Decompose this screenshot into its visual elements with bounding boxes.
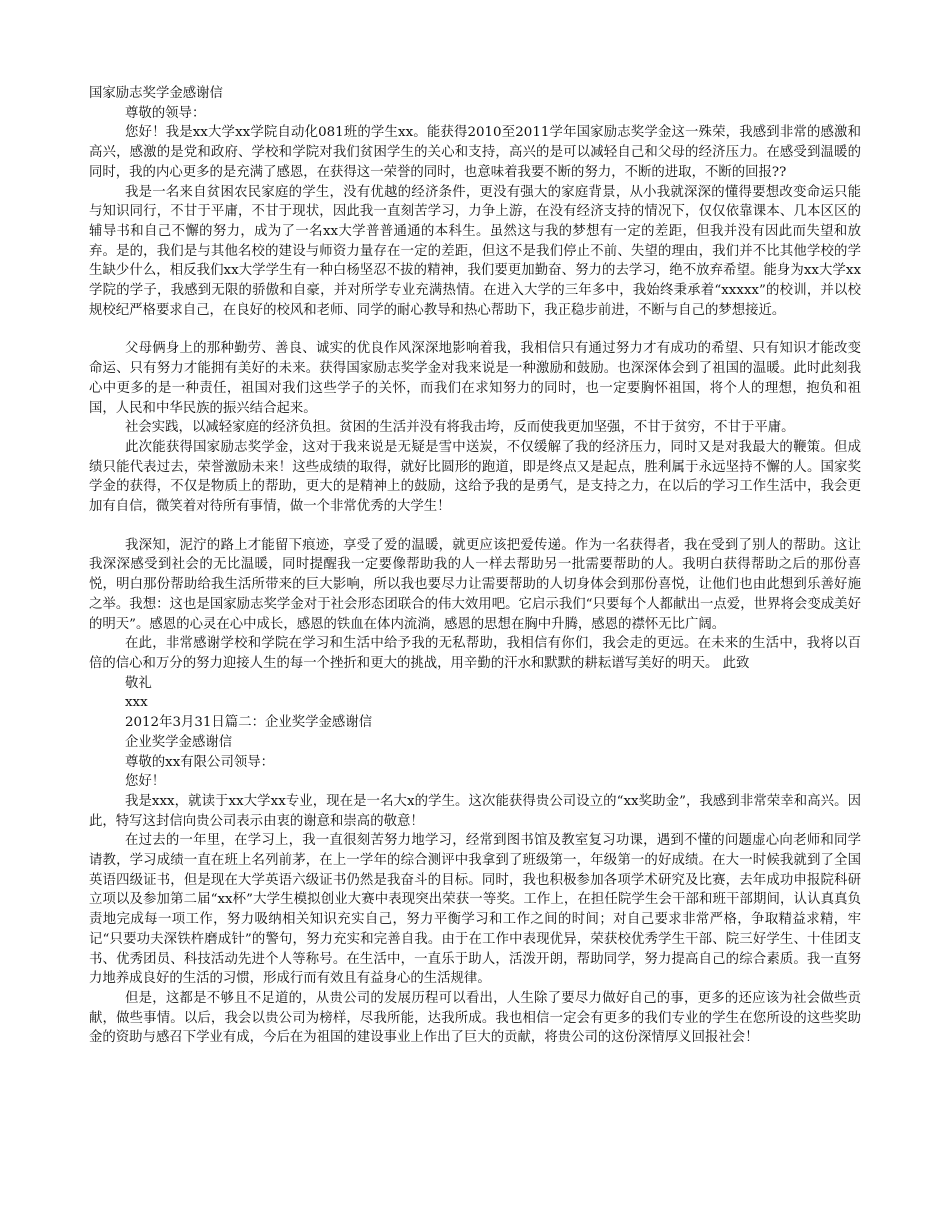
paragraph-5: 此次能获得国家励志奖学金，这对于我来说是无疑是雪中送炭，不仅缓解了我的经济压力，同时又是对我最大的鞭策。但成绩只能代表过去，荣誉激励未来！这些成绩的取得，就好比圆形的跑道，即是终点又是起点，胜利属于永远坚持不懈的人。国家奖学金的获得，不仅是物质上的帮助，更大的是精神上的鼓励，这给予我的是勇气，是支持之力，在以后的学习工作生活中，我会更加有自信，微笑着对待所有事情，做一个非常优秀的大学生！ [89,439,861,515]
salutation: 尊敬的领导： [125,105,206,121]
date-line: 2012年3月31日篇二：企业奖学金感谢信 [125,715,373,731]
section-title-2: 企业奖学金感谢信 [125,734,233,750]
paragraph-2-3: 但是，这都是不够且不足道的，从贵公司的发展历程可以看出，人生除了要尽力做好自己的事，更多的还应该为社会做些贡献，做些事情。以后，我会以贵公司为榜样，尽我所能，达我所成。我也相信一定会有更多的我们专业的学生在您所设的这些奖助金的资助与感召下学业有成，今后在为祖国的建设事业上作出了巨大的贡献，将贵公司的这份深情厚义回报社会！ [89,990,861,1046]
paragraph-4: 社会实践，以减轻家庭的经济负担。贫困的生活并没有将我击垮，反而使我更加坚强，不甘于贫穷，不甘于平庸。 [125,420,795,436]
paragraph-2-1: 我是xxx，就读于xx大学xx专业，现在是一名大x的学生。这次能获得贵公司设立的“xx奖助金”，我感到非常荣幸和高兴。因此，特写这封信向贵公司表示由衷的谢意和崇高的敬意！ [89,793,861,829]
document-title: 国家励志奖学金感谢信 [89,86,223,101]
signature: xxx [125,695,148,711]
letter-document [89,84,861,1048]
closing: 敬礼 [125,675,152,691]
paragraph-1: 您好！我是xx大学xx学院自动化081班的学生xx。能获得2010至2011学年国家励志奖学金这一殊荣，我感到非常的感激和高兴，感激的是党和政府、学校和学院对我们贫困学生的关心和支持，高兴的是可以减轻自己和父母的经济压力。在感受到温暖的同时，我的内心更多的是充满了感恩，在获得这一荣誉的同时，也意味着我要不断的努力，不断的进取，不断的回报?? [89,125,861,180]
paragraph-6: 我深知，泥泞的路上才能留下痕迹，享受了爱的温暖，就更应该把爱传递。作为一名获得者，我在受到了别人的帮助。这让我深深感受到社会的无比温暖，同时提醒我一定要像帮助我的人一样去帮助另一批需要帮助的人。我明白获得帮助之后的那份喜悦，明白那份帮助给我生活所带来的巨大影响，所以我也要尽力让需要帮助的人切身体会到那份喜悦，让他们也由此想到乐善好施之举。我想：这也是国家励志奖学金对于社会形态团联合的伟大效用吧。它启示我们“只要每个人都献出一点爱，世界将会变成美好的明天”。感恩的心灵在心中成长，感恩的铁血在体内流淌，感恩的思想在胸中升腾，感恩的襟怀无比广阔。 [89,537,861,632]
paragraph-3: 父母俩身上的那种勤劳、善良、诚实的优良作风深深地影响着我，我相信只有通过努力才有成功的希望、只有知识才能改变命运、只有努力才能拥有美好的未来。获得国家励志奖学金对我来说是一种激励和鼓励。也深深体会到了祖国的温暖。此时此刻我心中更多的是一种责任，祖国对我们这些学子的关怀，而我们在求知努力的同时，也一定要胸怀祖国，将个人的理想，抱负和祖国，人民和中华民族的振兴结合起来。 [89,341,861,416]
paragraph-2: 我是一名来自贫困农民家庭的学生，没有优越的经济条件，更没有强大的家庭背景，从小我就深深的懂得要想改变命运只能与知识同行，不甘于平庸，不甘于现状，因此我一直刻苦学习，力争上游，在没有经济支持的情况下，仅仅依靠课本、几本区区的辅导书和自己不懈的努力，成为了一名xx大学普普通通的本科生。虽然这与我的梦想有一定的差距，但我并没有因此而失望和放弃。是的，我们是与其他名校的建设与师资力量存在一定的差距，但这不是我们停止不前、失望的理由，我们并不比其他学校的学生缺少什么，相反我们xx大学学生有一种白杨坚忍不拔的精神，我们要更加勤奋、努力的去学习，绝不放弃希望。能身为xx大学xx学院的学子，我感到无限的骄傲和自豪，并对所学专业充满热情。在进入大学的三年多中，我始终秉承着“xxxxx”的校训，并以校规校纪严格要求自己，在良好的校风和老师、同学的耐心教导和热心帮助下，我正稳步前进，不断与自己的梦想接近。 [89,184,861,318]
greeting-2: 您好！ [125,774,166,790]
paragraph-7: 在此，非常感谢学校和学院在学习和生活中给予我的无私帮助，我相信有你们，我会走的更远。在未来的生活中，我将以百倍的信心和万分的努力迎接人生的每一个挫折和更大的挑战，用辛勤的汗水和默默的耕耘谱写美好的明天。 此致 [89,636,861,671]
salutation-2: 尊敬的xx有限公司领导： [125,754,275,770]
paragraph-2-2: 在过去的一年里，在学习上，我一直很刻苦努力地学习，经常到图书馆及教室复习功课，遇到不懂的问题虚心向老师和同学请教，学习成绩一直在班上名列前茅，在上一学年的综合测评中我拿到了班级第一，年级第一的好成绩。在大一时候我就到了全国英语四级证书，但是现在大学英语六级证书仍然是我奋斗的目标。同时，我也积极参加各项学术研究及比赛，去年成功申报院科研立项以及参加第二届“xx杯”大学生模拟创业大赛中表现突出荣获一等奖。工作上，在担任院学生会干部和班干部期间，认认真真负责地完成每一项工作，努力吸纳相关知识充实自己，努力平衡学习和工作之间的时间；对自己要求非常严格，争取精益求精，牢记“只要功夫深铁杵磨成针”的警句，努力充实和完善自我。由于在工作中表现优异，荣获校优秀学生干部、院三好学生、十佳团支书、优秀团员、科技活动先进个人等称号。在生活中，一直乐于助人，活泼开朗，帮助同学，努力提高自己的综合素质。我一直努力地养成良好的生活的习惯，形成行而有效且有益身心的生活规律。 [89,833,861,987]
